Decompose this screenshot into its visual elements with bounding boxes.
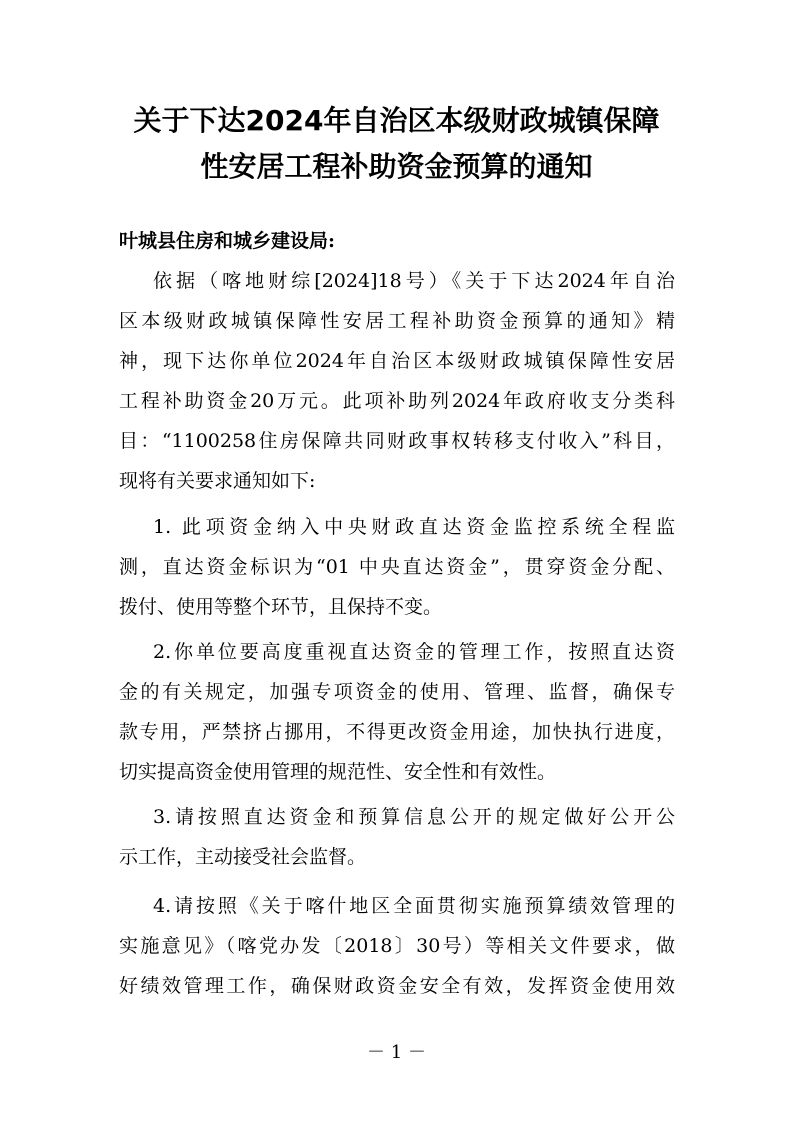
paragraph-item-1	[119, 507, 675, 627]
paragraph-line: 神，现下达你单位2024年自治区本级财政城镇保障性安居	[119, 350, 675, 372]
paragraph-basis	[119, 261, 675, 501]
paragraph-line: 好绩效管理工作，确保财政资金安全有效，发挥资金使用效	[119, 975, 675, 997]
paragraph-line: 实施意见》（喀党办发〔2018〕30号）等相关文件要求，做	[119, 935, 675, 957]
paragraph-line: 现将有关要求通知如下:	[119, 470, 316, 492]
paragraph-line: 4.请按照《关于喀什地区全面贯彻实施预算绩效管理的	[153, 895, 675, 917]
paragraph-item-2	[119, 632, 675, 792]
paragraph-line: 依据（喀地财综[2024]18号）《关于下达2024年自治	[153, 270, 675, 292]
paragraph-line: 拨付、使用等整个环节，且保持不变。	[119, 596, 443, 618]
paragraph-line: 区本级财政城镇保障性安居工程补助资金预算的通知》精	[119, 310, 675, 332]
recipient: 叶城县住房和城乡建设局:	[119, 230, 336, 252]
paragraph-line: 2.你单位要高度重视直达资金的管理工作，按照直达资	[153, 641, 675, 663]
title-line-2: 性安居工程补助资金预算的通知	[200, 150, 593, 183]
paragraph-line: 金的有关规定，加强专项资金的使用、管理、监督，确保专	[119, 681, 675, 703]
paragraph-item-3	[119, 797, 675, 877]
paragraph-item-4	[119, 886, 675, 1006]
title-line-1: 关于下达2024年自治区本级财政城镇保障	[133, 104, 660, 137]
paragraph-line: 1. 此项资金纳入中央财政直达资金监控系统全程监	[153, 516, 675, 538]
paragraph-line: 工程补助资金20万元。此项补助列2024年政府收支分类科	[119, 390, 675, 412]
document-title	[110, 98, 683, 190]
paragraph-line: 测，直达资金标识为“01 中央直达资金”，贯穿资金分配、	[119, 556, 675, 578]
paragraph-line: 目：“1100258住房保障共同财政事权转移支付收入”科目，	[119, 430, 675, 452]
paragraph-line: 款专用，严禁挤占挪用，不得更改资金用途，加快执行进度，	[119, 721, 675, 743]
paragraph-line: 切实提高资金使用管理的规范性、安全性和有效性。	[119, 761, 557, 783]
page-number: － 1 －	[367, 1042, 426, 1063]
paragraph-line: 3.请按照直达资金和预算信息公开的规定做好公开公	[153, 806, 675, 828]
paragraph-line: 示工作，主动接受社会监督。	[119, 846, 367, 868]
